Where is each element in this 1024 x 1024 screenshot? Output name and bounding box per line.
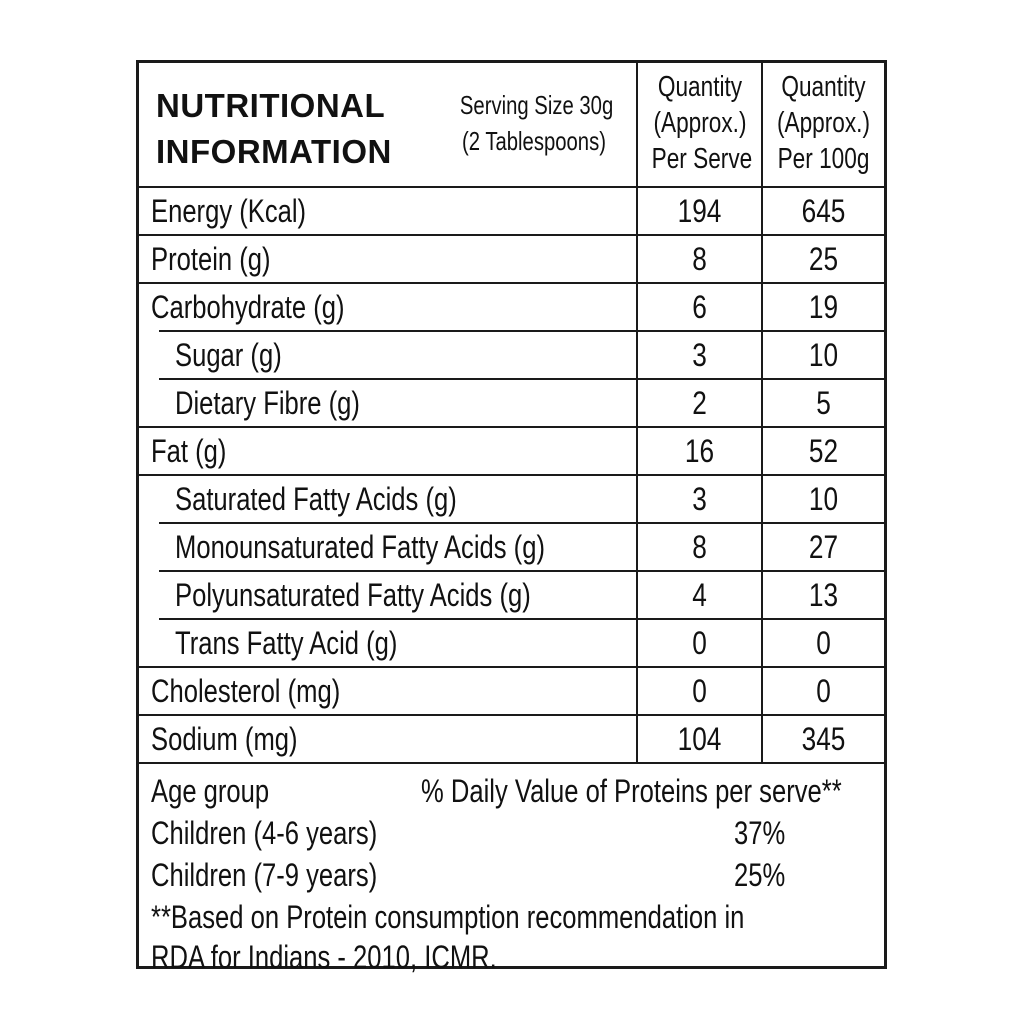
column-header-line: (Approx.): [653, 107, 747, 139]
column-header-line: Per 100g: [777, 143, 870, 175]
per-serve-value: 3: [692, 481, 707, 517]
column-header-per-100g: [776, 69, 870, 177]
nutrient-label: Carbohydrate (g): [151, 289, 345, 325]
serving-size: [459, 87, 614, 159]
nutrient-row-sodium: [139, 715, 884, 763]
nutrient-row-cholesterol: [139, 667, 884, 715]
per-100g-value: 10: [808, 481, 839, 517]
per-serve-value: 16: [684, 433, 715, 469]
nutrient-row-trans-fatty-acid: [139, 619, 884, 667]
nutrient-label: Energy (Kcal): [151, 193, 307, 229]
footnote-line-1: **Based on Protein consumption recommendation in: [151, 899, 745, 935]
column-header-per-serve: [651, 69, 753, 177]
nutrient-row-polyunsaturated-fatty-acids: [139, 571, 884, 619]
per-100g-value: 52: [808, 433, 839, 469]
nutrient-label: Monounsaturated Fatty Acids (g): [175, 529, 545, 565]
table-header: [139, 63, 884, 187]
nutrient-row-sugar: [139, 331, 884, 379]
footnote-line-2: RDA for Indians - 2010, ICMR.: [151, 939, 497, 975]
serving-size-line-2: (2 Tablespoons): [462, 126, 606, 156]
per-100g-value: 13: [808, 577, 839, 613]
per-serve-value: 104: [677, 721, 722, 757]
nutrient-label: Fat (g): [151, 433, 227, 469]
age-group-label: Age group: [151, 773, 270, 809]
per-100g-value: 345: [801, 721, 846, 757]
nutrient-row-saturated-fatty-acids: [139, 475, 884, 523]
title-line-1: NUTRITIONAL: [156, 87, 386, 124]
title-line-2: INFORMATION: [156, 133, 392, 170]
per-100g-value: 27: [808, 529, 839, 565]
per-serve-value: 2: [692, 385, 707, 421]
per-100g-value: 25: [808, 241, 839, 277]
nutrient-row-dietary-fibre: [139, 379, 884, 427]
per-100g-value: 5: [816, 385, 831, 421]
column-header-line: Per Serve: [651, 143, 753, 175]
nutrient-label: Dietary Fibre (g): [175, 385, 360, 421]
nutrient-label: Cholesterol (mg): [151, 673, 341, 709]
nutrient-row-fat: [139, 427, 884, 475]
per-serve-value: 194: [677, 193, 722, 229]
per-100g-value: 10: [808, 337, 839, 373]
nutrient-row-energy: [139, 187, 884, 235]
per-100g-value: 0: [816, 673, 831, 709]
nutrient-label: Sugar (g): [175, 337, 282, 373]
nutrient-label: Protein (g): [151, 241, 271, 277]
per-serve-value: 0: [692, 673, 707, 709]
nutrient-label: Saturated Fatty Acids (g): [175, 481, 457, 517]
nutrient-row-carbohydrate: [139, 283, 884, 331]
table-title: [156, 83, 392, 175]
per-serve-value: 8: [692, 529, 707, 565]
nutrient-row-monounsaturated-fatty-acids: [139, 523, 884, 571]
daily-value-label: % Daily Value of Proteins per serve**: [421, 773, 842, 809]
per-serve-value: 8: [692, 241, 707, 277]
nutrient-label: Trans Fatty Acid (g): [175, 625, 398, 661]
nutrient-row-protein: [139, 235, 884, 283]
column-header-line: Quantity: [657, 71, 743, 103]
age-group-name: Children (4-6 years): [151, 815, 378, 851]
column-header-line: Quantity: [781, 71, 866, 103]
column-header-line: (Approx.): [776, 107, 871, 139]
nutrient-label: Polyunsaturated Fatty Acids (g): [175, 577, 531, 613]
age-group-value: 37%: [734, 815, 786, 851]
age-group-name: Children (7-9 years): [151, 857, 378, 893]
per-serve-value: 6: [692, 289, 707, 325]
serving-size-line-1: Serving Size 30g: [459, 90, 614, 120]
per-serve-value: 0: [692, 625, 707, 661]
per-serve-value: 4: [692, 577, 707, 613]
per-100g-value: 645: [801, 193, 846, 229]
per-serve-value: 3: [692, 337, 707, 373]
age-group-value: 25%: [734, 857, 786, 893]
nutrient-label: Sodium (mg): [151, 721, 298, 757]
per-100g-value: 0: [816, 625, 831, 661]
nutrition-table: [136, 60, 887, 975]
per-100g-value: 19: [808, 289, 839, 325]
